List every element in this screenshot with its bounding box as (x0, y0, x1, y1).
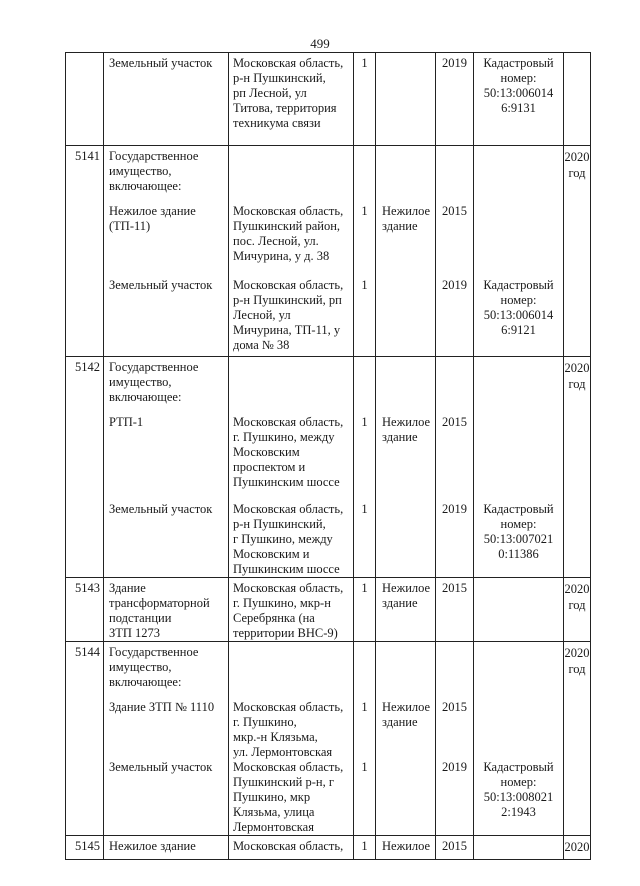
table-row (66, 357, 591, 578)
spacer (382, 360, 433, 415)
year-cell (436, 578, 474, 642)
item-name-text: Земельный участок (109, 278, 213, 292)
type-cell (376, 53, 436, 146)
address-text: территории ВНС-9) (233, 626, 338, 640)
spacer (474, 700, 563, 760)
spacer (233, 264, 351, 278)
item-name-text: трансформаторной (109, 596, 210, 610)
address-text: Лермонтовская (233, 820, 314, 834)
item-name-text: РТП-1 (109, 415, 144, 429)
address-text: Московская область, (233, 415, 344, 429)
group-header-text: имущество, (109, 660, 172, 674)
spacer (474, 360, 563, 415)
period-text: 2020 (564, 582, 590, 596)
table-row (66, 578, 591, 642)
address-text: дома № 38 (233, 338, 290, 352)
spacer (436, 149, 473, 204)
year-text: 2015 (442, 415, 467, 429)
address-cell (229, 146, 354, 357)
cadastral-note-text: Кадастровый (483, 502, 554, 516)
type-text: здание (382, 219, 418, 233)
cadastral-note-text: Кадастровый (483, 56, 554, 70)
quantity-cell (354, 578, 376, 642)
period-text: год (568, 166, 586, 180)
cadastral-note-text: 50:13:007021 (483, 532, 554, 546)
cadastral-note-text: 50:13:006014 (483, 308, 554, 322)
address-text: Московская область, (233, 581, 344, 595)
period-cell (564, 53, 591, 146)
cadastral-note-text: 2:1943 (501, 805, 536, 819)
row-number-cell (66, 357, 104, 578)
type-cell (376, 642, 436, 836)
type-text: Нежилое (382, 581, 431, 595)
address-text: Московская область, (233, 278, 344, 292)
quantity-cell (354, 836, 376, 860)
spacer (109, 194, 225, 204)
period-text: 2020 (564, 361, 590, 375)
address-text: проспектом и (233, 460, 306, 474)
type-text: Нежилое (382, 700, 431, 714)
group-header-text: имущество, (109, 375, 172, 389)
cadastral-note-text: номер: (500, 71, 537, 85)
year-text: 2015 (442, 700, 467, 714)
year-text: 2019 (442, 502, 467, 516)
period-text: 2020 (564, 840, 590, 854)
spacer (233, 645, 351, 700)
item-name-text: Нежилое здание (109, 839, 196, 853)
address-text: рп Лесной, ул (233, 86, 307, 100)
spacer (382, 645, 433, 700)
quantity-text: 1 (361, 839, 368, 853)
year-text: 2015 (442, 839, 467, 853)
name-cell (104, 836, 229, 860)
page-number: 499 (310, 36, 330, 51)
year-cell (436, 146, 474, 357)
item-name-text: Здание ЗТП № 1110 (109, 700, 215, 714)
address-cell (229, 836, 354, 860)
name-cell (104, 642, 229, 836)
spacer (436, 645, 473, 700)
spacer (354, 715, 375, 760)
item-name-text: (ТП-11) (109, 219, 151, 233)
address-text: Московская область, (233, 502, 344, 516)
cadastral-note-text: номер: (500, 775, 537, 789)
address-text: Московская область, (233, 839, 344, 853)
address-text: г. Пушкино, (233, 715, 297, 729)
address-text: Московская область, (233, 700, 344, 714)
spacer (354, 430, 375, 502)
group-header-text: Государственное (109, 645, 199, 659)
address-text: р-н Пушкинский, (233, 71, 326, 85)
spacer (233, 360, 351, 415)
quantity-text: 1 (361, 502, 368, 516)
type-cell (376, 357, 436, 578)
group-header-text: Государственное (109, 149, 199, 163)
address-cell (229, 642, 354, 836)
address-text: р-н Пушкинский, рп (233, 293, 342, 307)
spacer (382, 234, 433, 278)
address-text: р-н Пушкинский, (233, 517, 326, 531)
spacer (436, 430, 473, 502)
year-cell (436, 836, 474, 860)
address-text: Пушкино, мкр (233, 790, 311, 804)
address-text: Московская область, (233, 760, 344, 774)
quantity-text: 1 (361, 204, 368, 218)
row-number-cell (66, 642, 104, 836)
quantity-cell (354, 146, 376, 357)
period-text: год (568, 377, 586, 391)
type-text: здание (382, 596, 418, 610)
note-cell (474, 578, 564, 642)
address-text: Лесной, ул (233, 308, 291, 322)
row-number: 5143 (75, 581, 100, 595)
item-name-text: Земельный участок (109, 760, 213, 774)
address-text: Мичурина, ТП-11, у (233, 323, 341, 337)
quantity-text: 1 (361, 581, 368, 595)
spacer (109, 430, 225, 502)
year-text: 2019 (442, 278, 467, 292)
row-number: 5142 (75, 360, 100, 374)
note-cell (474, 53, 564, 146)
address-text: Московская область, (233, 56, 344, 70)
spacer (109, 715, 225, 760)
period-cell (564, 357, 591, 578)
group-header-text: включающее: (109, 179, 182, 193)
period-text: год (568, 662, 586, 676)
name-cell (104, 146, 229, 357)
spacer (474, 645, 563, 700)
year-cell (436, 53, 474, 146)
address-text: Мичурина, у д. 38 (233, 249, 330, 263)
type-text: Нежилое (382, 204, 431, 218)
group-header-text: включающее: (109, 675, 182, 689)
spacer (354, 645, 375, 700)
type-text: Нежилое (382, 415, 431, 429)
quantity-text: 1 (361, 278, 368, 292)
address-text: г. Пушкино, между (233, 430, 335, 444)
year-text: 2015 (442, 204, 467, 218)
note-cell (474, 836, 564, 860)
row-number: 5144 (75, 645, 100, 659)
cadastral-note-text: 50:13:008021 (483, 790, 554, 804)
year-text: 2019 (442, 760, 467, 774)
period-text: 2020 (564, 646, 590, 660)
cadastral-note-text: Кадастровый (483, 278, 554, 292)
address-text: Московская область, (233, 204, 344, 218)
note-cell (474, 146, 564, 357)
address-text: Пушкинским шоссе (233, 475, 340, 489)
address-text: г. Пушкино, мкр-н (233, 596, 331, 610)
address-cell (229, 578, 354, 642)
address-text: Московским (233, 445, 300, 459)
spacer (109, 690, 225, 700)
group-header-text: имущество, (109, 164, 172, 178)
spacer (474, 204, 563, 278)
property-registry-table (65, 52, 591, 860)
note-cell (474, 357, 564, 578)
item-name-text: ЗТП 1273 (109, 626, 161, 640)
type-text: здание (382, 430, 418, 444)
address-text: Серебрянка (на (233, 611, 315, 625)
type-cell (376, 836, 436, 860)
spacer (354, 219, 375, 278)
address-text: мкр.-н Клязьма, (233, 730, 318, 744)
quantity-text: 1 (361, 700, 368, 714)
address-text: ул. Лермонтовская (233, 745, 333, 759)
cadastral-note-text: 6:9131 (501, 101, 536, 115)
item-name-text: Здание (109, 581, 146, 595)
period-text: 2020 (564, 150, 590, 164)
spacer (474, 149, 563, 204)
name-cell (104, 53, 229, 146)
cadastral-note-text: 0:11386 (498, 547, 539, 561)
quantity-text: 1 (361, 56, 368, 70)
item-name-text: Земельный участок (109, 502, 213, 516)
type-text: здание (382, 715, 418, 729)
period-cell (564, 146, 591, 357)
item-name-text: Нежилое здание (109, 204, 196, 218)
row-number-cell (66, 146, 104, 357)
address-text: Пушкинский район, (233, 219, 341, 233)
name-cell (104, 357, 229, 578)
cadastral-note-text: номер: (500, 517, 537, 531)
address-text: Клязьма, улица (233, 805, 315, 819)
address-text: Пушкинским шоссе (233, 562, 340, 576)
year-text: 2015 (442, 581, 467, 595)
spacer (474, 415, 563, 502)
spacer (354, 149, 375, 204)
cadastral-note-text: номер: (500, 293, 537, 307)
group-header-text: Государственное (109, 360, 199, 374)
quantity-text: 1 (361, 415, 368, 429)
table-row (66, 53, 591, 146)
spacer (382, 149, 433, 204)
address-cell (229, 357, 354, 578)
spacer (382, 445, 433, 502)
type-cell (376, 146, 436, 357)
period-cell (564, 642, 591, 836)
row-number-cell (66, 836, 104, 860)
address-text: г Пушкино, между (233, 532, 333, 546)
item-name-text: подстанции (109, 611, 172, 625)
row-number-cell (66, 578, 104, 642)
spacer (109, 234, 225, 278)
cadastral-note-text: 50:13:006014 (483, 86, 554, 100)
address-text: Московским и (233, 547, 310, 561)
cadastral-note-text: 6:9121 (501, 323, 536, 337)
spacer (436, 715, 473, 760)
address-text: Пушкинский р-н, г (233, 775, 334, 789)
spacer (233, 490, 351, 502)
spacer (436, 360, 473, 415)
table-row (66, 642, 591, 836)
table-row (66, 146, 591, 357)
period-cell (564, 578, 591, 642)
year-cell (436, 642, 474, 836)
quantity-cell (354, 53, 376, 146)
type-cell (376, 578, 436, 642)
spacer (109, 405, 225, 415)
quantity-cell (354, 642, 376, 836)
row-number: 5141 (75, 149, 100, 163)
table-row (66, 836, 591, 860)
note-cell (474, 642, 564, 836)
row-number: 5145 (75, 839, 100, 853)
spacer (354, 360, 375, 415)
year-text: 2019 (442, 56, 467, 70)
quantity-text: 1 (361, 760, 368, 774)
address-text: техникума связи (233, 116, 321, 130)
cadastral-note-text: Кадастровый (483, 760, 554, 774)
period-cell (564, 836, 591, 860)
spacer (436, 219, 473, 278)
type-text: Нежилое (382, 839, 431, 853)
name-cell (104, 578, 229, 642)
quantity-cell (354, 357, 376, 578)
address-text: пос. Лесной, ул. (233, 234, 319, 248)
group-header-text: включающее: (109, 390, 182, 404)
item-name-text: Земельный участок (109, 56, 213, 70)
address-cell (229, 53, 354, 146)
row-number-cell (66, 53, 104, 146)
spacer (382, 730, 433, 760)
period-text: год (568, 598, 586, 612)
year-cell (436, 357, 474, 578)
spacer (233, 149, 351, 204)
address-text: Титова, территория (233, 101, 337, 115)
